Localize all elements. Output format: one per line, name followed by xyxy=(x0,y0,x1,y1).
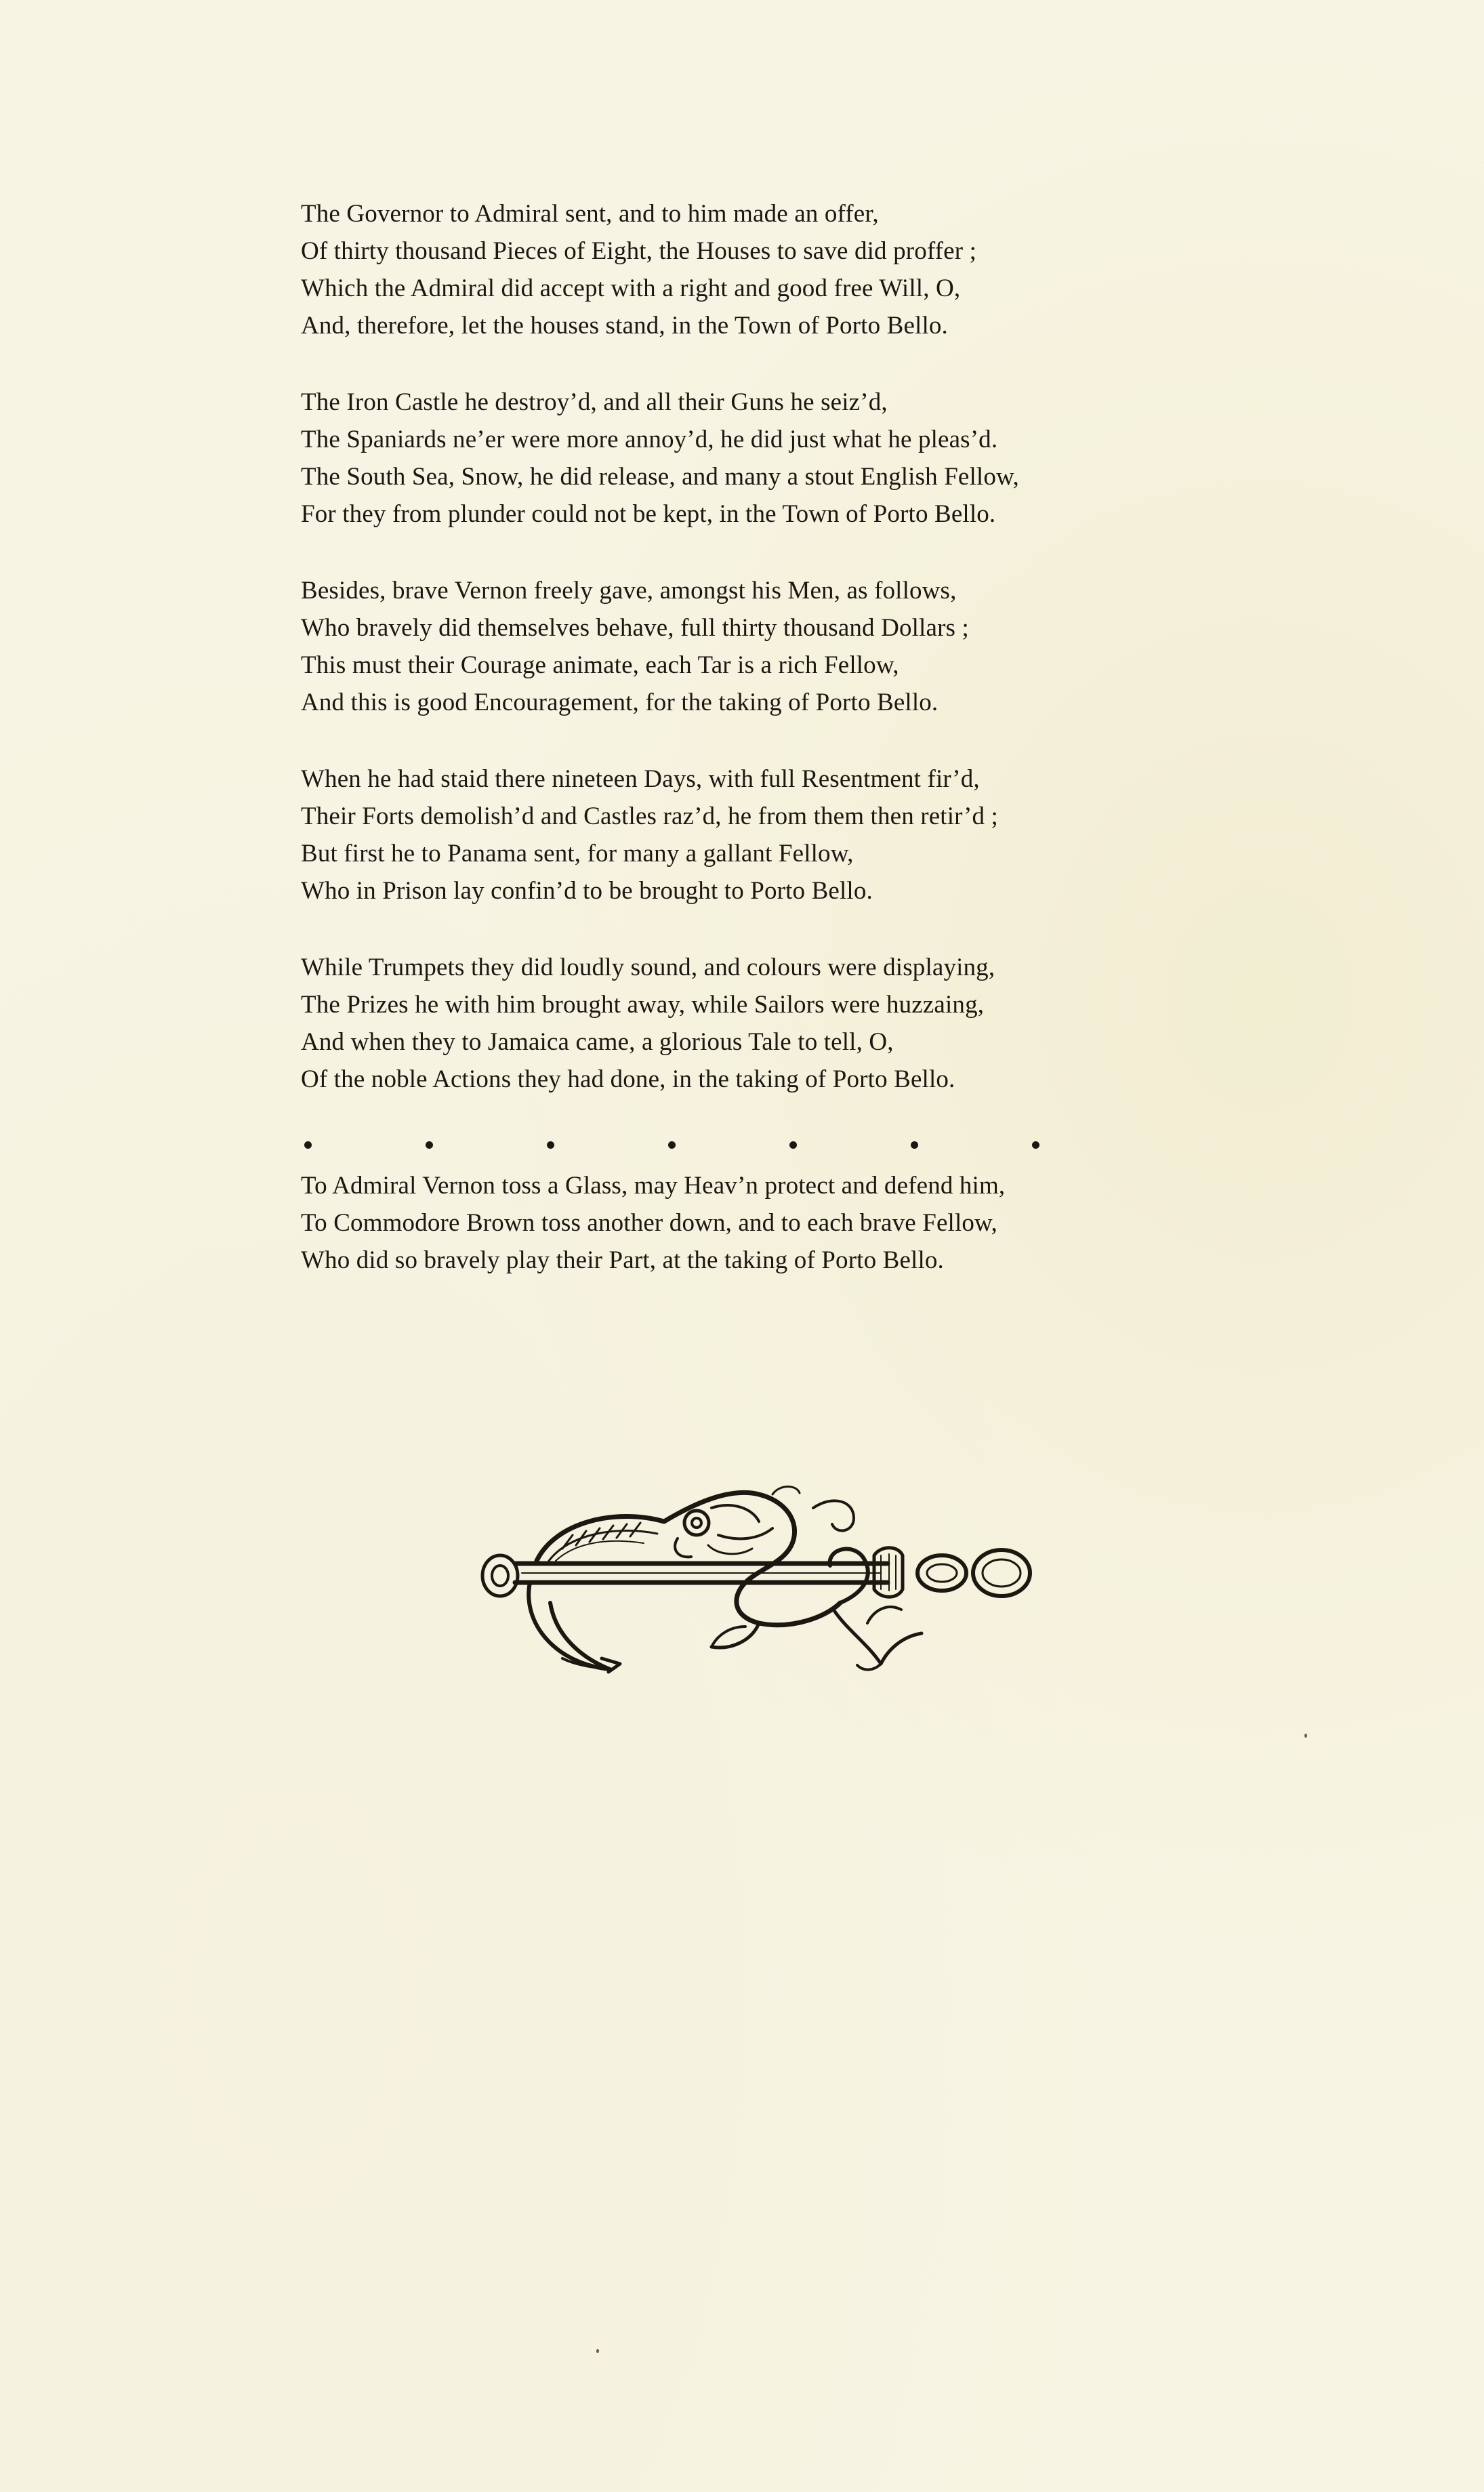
poem-line: And this is good Encouragement, for the taking of Porto Bello. xyxy=(301,689,939,716)
asterisk-icon xyxy=(668,1141,676,1149)
poem-line: The South Sea, Snow, he did release, and many a stout English Fellow, xyxy=(301,463,1019,491)
poem-line: Who bravely did themselves behave, full thirty thousand Dollars ; xyxy=(301,614,969,642)
poem-line: While Trumpets they did loudly sound, and colours were displaying, xyxy=(301,954,995,981)
asterisk-icon xyxy=(911,1141,918,1149)
poem xyxy=(301,195,1317,1318)
asterisk-divider xyxy=(304,1133,1039,1156)
asterisk-icon xyxy=(304,1141,312,1149)
poem-line: To Admiral Vernon toss a Glass, may Heav’n protect and defend him, xyxy=(301,1172,1006,1200)
poem-line: Besides, brave Vernon freely gave, amongst his Men, as follows, xyxy=(301,577,957,605)
dolphin-anchor-ornament-icon xyxy=(474,1481,1037,1677)
poem-line: Of the noble Actions they had done, in the taking of Porto Bello. xyxy=(301,1065,955,1093)
poem-line: Who in Prison lay confin’d to be brought to Porto Bello. xyxy=(301,877,873,905)
asterisk-icon xyxy=(426,1141,433,1149)
asterisk-icon xyxy=(547,1141,554,1149)
paper-speck xyxy=(1304,1734,1307,1738)
poem-line: The Prizes he with him brought away, while Sailors were huzzaing, xyxy=(301,991,985,1019)
poem-line: Who did so bravely play their Part, at the taking of Porto Bello. xyxy=(301,1246,944,1274)
poem-line: But first he to Panama sent, for many a gallant Fellow, xyxy=(301,840,854,867)
poem-line: The Governor to Admiral sent, and to him made an offer, xyxy=(301,200,879,228)
poem-line: For they from plunder could not be kept, in the Town of Porto Bello. xyxy=(301,500,996,528)
poem-line: And, therefore, let the houses stand, in the Town of Porto Bello. xyxy=(301,312,948,340)
final-stanza xyxy=(301,1167,1317,1279)
poem-line: Of thirty thousand Pieces of Eight, the Houses to save did proffer ; xyxy=(301,237,977,265)
poem-line: The Iron Castle he destroy’d, and all their Guns he seiz’d, xyxy=(301,388,888,416)
poem-line: Which the Admiral did accept with a right and good free Will, O, xyxy=(301,274,961,302)
poem-line: Their Forts demolish’d and Castles raz’d, he from them then retir’d ; xyxy=(301,802,998,830)
paper-speck xyxy=(596,2349,599,2353)
stanza-3 xyxy=(301,572,1317,721)
poem-line: When he had staid there nineteen Days, with full Resentment fir’d, xyxy=(301,765,980,793)
poem-line: To Commodore Brown toss another down, and to each brave Fellow, xyxy=(301,1209,997,1237)
poem-line: The Spaniards ne’er were more annoy’d, he did just what he pleas’d. xyxy=(301,426,998,453)
stanza-2 xyxy=(301,384,1317,533)
poem-line: This must their Courage animate, each Tar is a rich Fellow, xyxy=(301,651,899,679)
asterisk-icon xyxy=(1032,1141,1039,1149)
stanza-5 xyxy=(301,949,1317,1098)
stanza-1 xyxy=(301,195,1317,344)
stanza-4 xyxy=(301,760,1317,910)
asterisk-icon xyxy=(789,1141,797,1149)
poem-line: And when they to Jamaica came, a glorious Tale to tell, O, xyxy=(301,1028,894,1056)
